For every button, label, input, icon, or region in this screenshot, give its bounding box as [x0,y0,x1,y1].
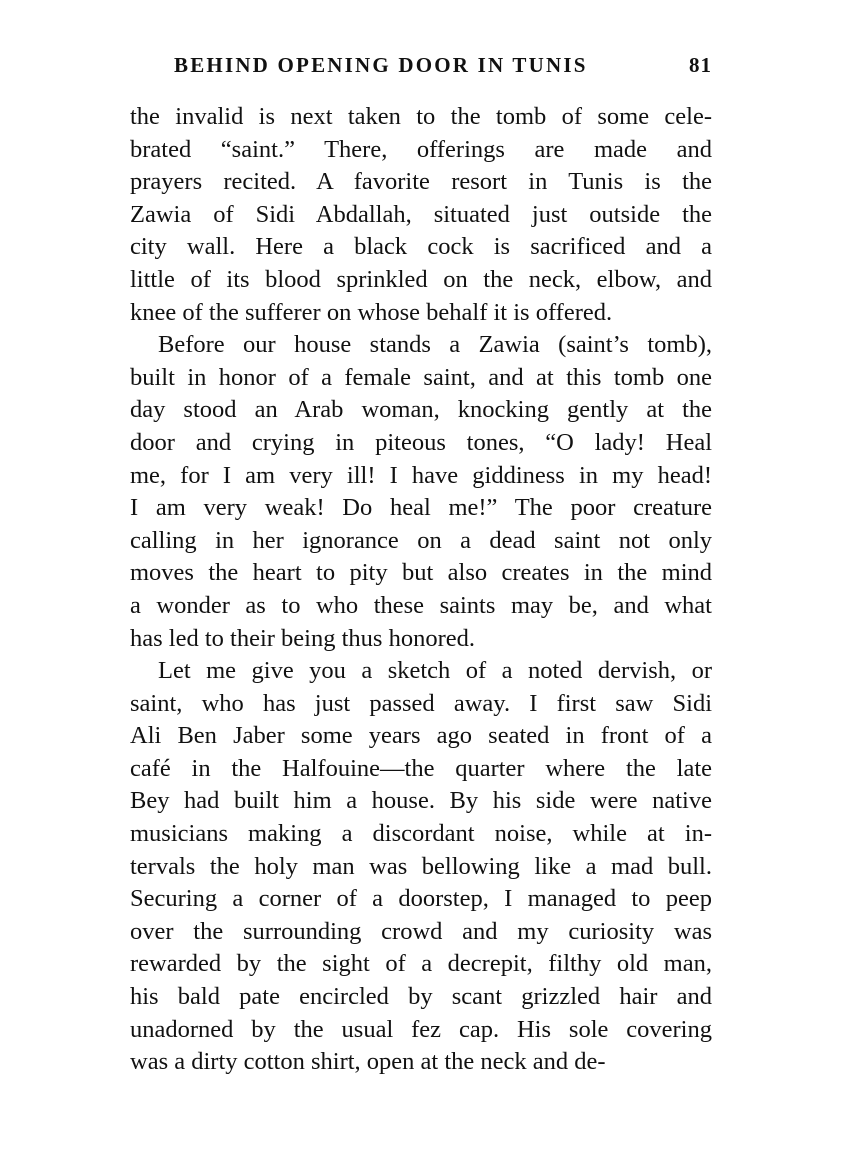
text-line: a wonder as to who these saints may be, and what [130,591,712,619]
text-line: has led to their being thus honored. [130,624,475,652]
text-line: the invalid is next taken to the tomb of some cele- [130,103,712,130]
text-line: me, for I am very ill! I have giddiness in my head! [130,461,712,489]
text-line: Bey had built him a house. By his side were native [130,787,712,815]
text-line: brated “saint.” There, offerings are made and [130,135,712,163]
text-line: built in honor of a female saint, and at this tomb one [130,363,712,391]
text-line: moves the heart to pity but also creates in the mind [130,559,712,587]
text-line: Let me give you a sketch of a noted dervish, or [158,657,712,685]
text-line: knee of the sufferer on whose behalf it is offered. [130,298,613,326]
paragraph [130,329,712,655]
text-line: was a dirty cotton shirt, open at the neck and de- [130,1048,606,1076]
text-line: little of its blood sprinkled on the neck, elbow, and [130,265,712,293]
text-line: calling in her ignorance on a dead saint not only [130,526,712,554]
text-line: I am very weak! Do heal me!” The poor creature [130,494,712,522]
text-line: unadorned by the usual fez cap. His sole covering [130,1015,712,1043]
running-head [130,53,712,83]
running-title: BEHIND OPENING DOOR IN TUNIS [174,53,588,77]
paragraph [130,101,712,329]
text-line: saint, who has just passed away. I first saw Sidi [130,689,712,717]
page-number: 81 [689,53,712,77]
text-line: city wall. Here a black cock is sacrificed and a [130,233,712,261]
text-line: Before our house stands a Zawia (saint’s tomb), [158,331,712,359]
text-line: Securing a corner of a doorstep, I managed to peep [130,885,712,913]
text-line: Ali Ben Jaber some years ago seated in front of a [130,722,712,750]
text-line: door and crying in piteous tones, “O lady! Heal [130,428,712,456]
text-line: musicians making a discordant noise, while at in- [130,820,712,848]
paragraph [130,655,712,1079]
text-line: prayers recited. A favorite resort in Tunis is the [130,168,712,196]
text-line: café in the Halfouine—the quarter where the late [130,754,712,782]
body-text [130,101,712,1079]
text-line: rewarded by the sight of a decrepit, filthy old man, [130,950,712,978]
text-line: over the surrounding crowd and my curiosity was [130,917,712,945]
text-line: Zawia of Sidi Abdallah, situated just outside the [130,200,712,228]
text-line: his bald pate encircled by scant grizzled hair and [130,983,712,1011]
text-line: day stood an Arab woman, knocking gently at the [130,396,712,424]
text-line: tervals the holy man was bellowing like a mad bull. [130,852,712,880]
